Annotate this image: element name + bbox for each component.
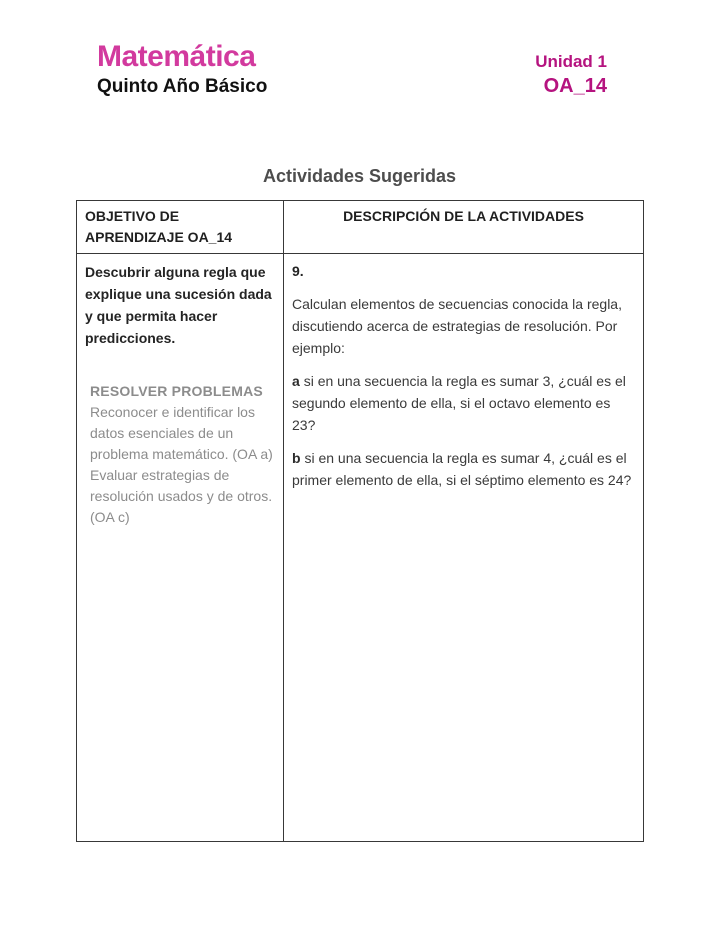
skills-title: RESOLVER PROBLEMAS (90, 383, 263, 399)
table-body-row (77, 254, 644, 842)
objective-column-header: OBJETIVO DE APRENDIZAJE OA_14 (77, 201, 284, 254)
activity-item-a-text: si en una secuencia la regla es sumar 3, ¿cuál es el segundo elemento de ella, si el octavo elemento es 23? (292, 373, 626, 433)
grade-subtitle: Quinto Año Básico (97, 76, 268, 97)
skills-block (85, 381, 275, 528)
learning-objective-text: Descubrir alguna regla que explique una sucesión dada y que permita hacer predicciones. (85, 264, 272, 346)
activity-number: 9. (292, 263, 304, 279)
description-column-header: DESCRIPCIÓN DE LA ACTIVIDADES (284, 201, 644, 254)
activity-item-a (292, 370, 635, 436)
activity-item-b-label: b (292, 450, 301, 466)
activities-table (76, 200, 644, 842)
skills-text: Reconocer e identificar los datos esenciales de un problema matemático. (OA a) Evaluar estrategias de resolución usados y de otros. (OA c) (90, 404, 273, 525)
section-title: Actividades Sugeridas (262, 166, 457, 186)
activity-item-b-text: si en una secuencia la regla es sumar 4, ¿cuál es el primer elemento de ella, si el séptimo elemento es 24? (292, 450, 632, 488)
activity-intro: Calculan elementos de secuencias conocida la regla, discutiendo acerca de estrategias de resolución. Por ejemplo: (292, 296, 622, 356)
unit-label: Unidad 1 (535, 52, 607, 71)
objective-cell (77, 254, 284, 842)
description-cell (284, 254, 644, 842)
table-header-row (77, 201, 644, 254)
oa-code-label: OA_14 (543, 75, 607, 97)
unit-block (535, 52, 607, 98)
document-header (97, 40, 267, 98)
subject-title: Matemática (97, 40, 256, 73)
activity-item-b (292, 447, 635, 491)
activity-item-a-label: a (292, 373, 300, 389)
